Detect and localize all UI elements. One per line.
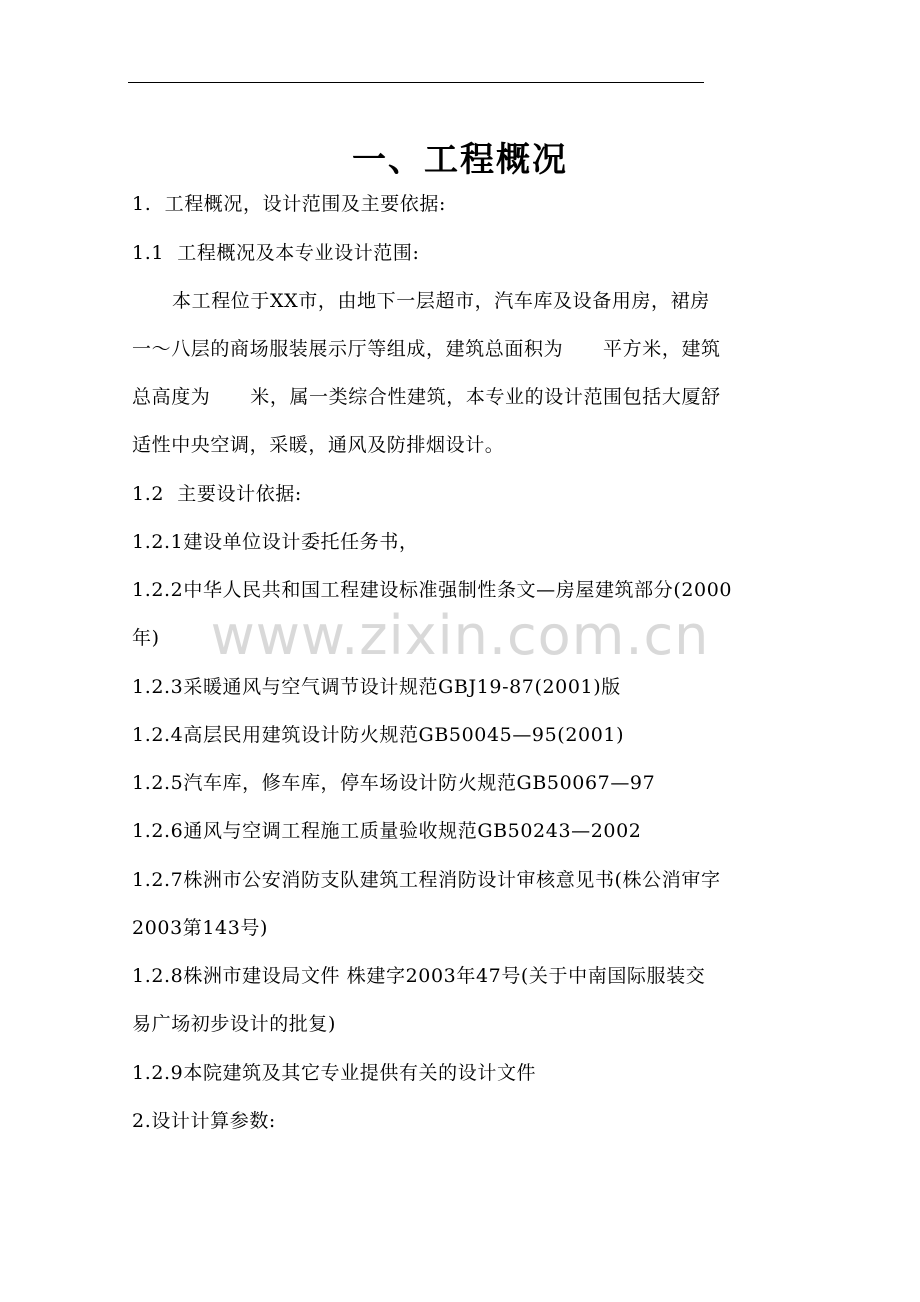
list-item-1-2-2: 1.2.2中华人民共和国工程建设标准强制性条文—房屋建筑部分(2000 — [132, 579, 733, 601]
paragraph-line-3: 总高度为 米，属一类综合性建筑，本专业的设计范围包括大厦舒 — [132, 386, 721, 408]
list-item-1-2-3: 1.2.3采暖通风与空气调节设计规范GBJ19-87(2001)版 — [132, 676, 621, 698]
paragraph-line-4: 适性中央空调，采暖，通风及防排烟设计。 — [132, 434, 505, 456]
watermark: www.zixin.com.cn — [210, 604, 710, 667]
list-item-1-2-2-cont: 年) — [132, 627, 160, 649]
list-item-1-2-8: 1.2.8株洲市建设局文件 株建字2003年47号(关于中南国际服装交 — [132, 965, 706, 987]
list-item-1-2-6: 1.2.6通风与空调工程施工质量验收规范GB50243—2002 — [132, 820, 642, 842]
list-item-1-2-1: 1.2.1建设单位设计委托任务书， — [132, 531, 419, 553]
list-item-1-2-7: 1.2.7株洲市公安消防支队建筑工程消防设计审核意见书(株公消审字 — [132, 869, 721, 891]
paragraph-line-2: 一～八层的商场服装展示厅等组成，建筑总面积为 平方米，建筑 — [132, 338, 721, 360]
page-title: 一、工程概况 — [352, 140, 568, 180]
paragraph-line-1: 本工程位于XX市，由地下一层超市，汽车库及设备用房，裙房 — [172, 290, 710, 312]
section-heading-2: 2.设计计算参数: — [132, 1110, 276, 1132]
section-heading-1: 1. 工程概况，设计范围及主要依据: — [132, 193, 447, 215]
subsection-heading-1-1: 1.1 工程概况及本专业设计范围: — [132, 242, 420, 264]
subsection-heading-1-2: 1.2 主要设计依据: — [132, 483, 302, 505]
list-item-1-2-8-cont: 易广场初步设计的批复) — [132, 1013, 337, 1035]
list-item-1-2-9: 1.2.9本院建筑及其它专业提供有关的设计文件 — [132, 1062, 537, 1084]
header-rule — [128, 82, 704, 83]
list-item-1-2-5: 1.2.5汽车库，修车库，停车场设计防火规范GB50067—97 — [132, 772, 656, 794]
list-item-1-2-7-cont: 2003第143号) — [132, 917, 269, 939]
list-item-1-2-4: 1.2.4高层民用建筑设计防火规范GB50045—95(2001) — [132, 724, 625, 746]
